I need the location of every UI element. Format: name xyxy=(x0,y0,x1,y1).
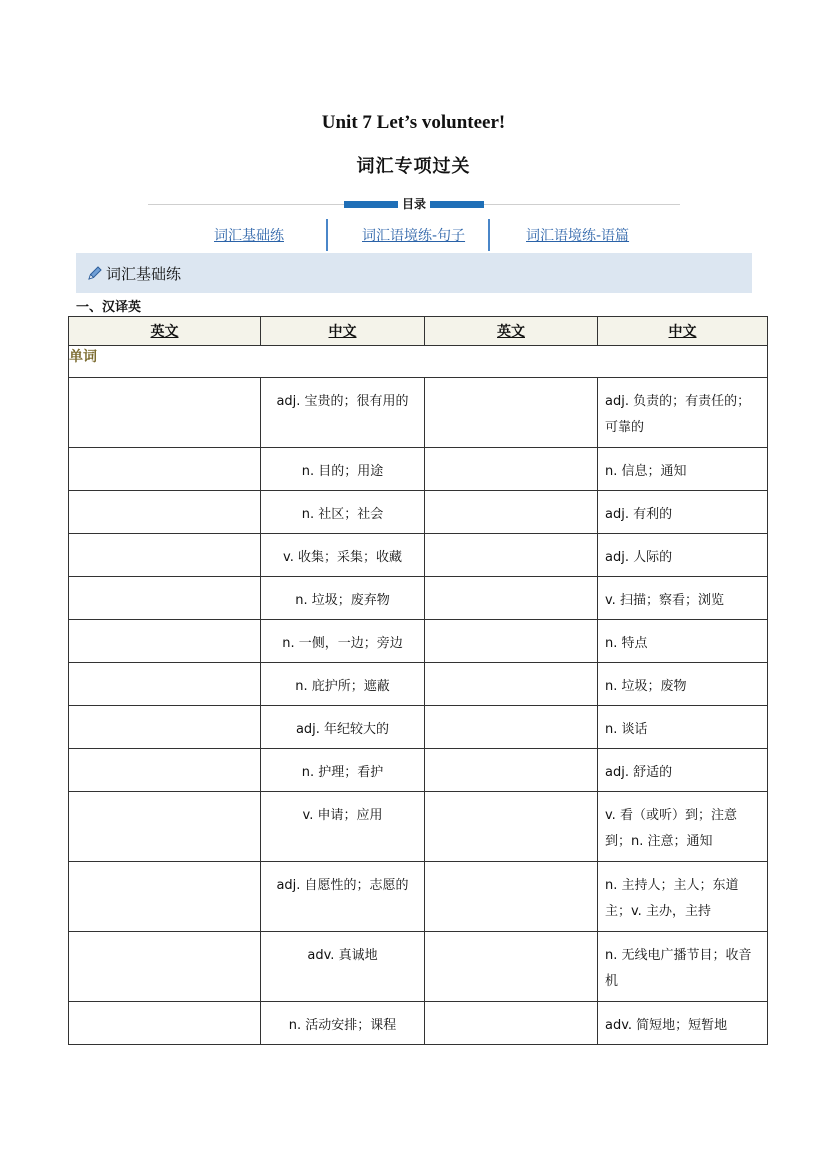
header-english: 英文 xyxy=(425,317,598,346)
pencil-icon xyxy=(86,264,104,282)
chinese-meaning: v. 申请；应用 xyxy=(261,792,425,862)
chinese-meaning: adj. 有利的 xyxy=(598,491,768,534)
chinese-meaning: n. 一侧，一边；旁边 xyxy=(261,620,425,663)
answer-blank[interactable] xyxy=(69,577,261,620)
answer-blank[interactable] xyxy=(69,534,261,577)
table-header-row xyxy=(69,317,768,346)
chinese-meaning: n. 无线电广播节目；收音机 xyxy=(598,932,768,1002)
answer-blank[interactable] xyxy=(69,862,261,932)
table-row xyxy=(69,534,768,577)
chinese-meaning: v. 扫描；察看；浏览 xyxy=(598,577,768,620)
answer-blank[interactable] xyxy=(69,706,261,749)
toc-accent-right xyxy=(428,201,484,208)
answer-blank[interactable] xyxy=(425,448,598,491)
header-chinese: 中文 xyxy=(598,317,768,346)
table-row xyxy=(69,706,768,749)
chinese-meaning: n. 护理；看护 xyxy=(261,749,425,792)
answer-blank[interactable] xyxy=(425,1002,598,1045)
answer-blank[interactable] xyxy=(425,932,598,1002)
chinese-meaning: adv. 简短地；短暂地 xyxy=(598,1002,768,1045)
vocab-table xyxy=(68,316,768,1045)
table-row xyxy=(69,1002,768,1045)
chinese-meaning: v. 收集；采集；收藏 xyxy=(261,534,425,577)
chinese-meaning: adj. 人际的 xyxy=(598,534,768,577)
answer-blank[interactable] xyxy=(425,620,598,663)
table-row xyxy=(69,378,768,448)
toc-label: 目录 xyxy=(398,195,430,212)
answer-blank[interactable] xyxy=(69,749,261,792)
part-heading: 一、汉译英 xyxy=(76,300,142,315)
document-subtitle: 词汇专项过关 xyxy=(356,156,471,177)
answer-blank[interactable] xyxy=(425,706,598,749)
table-row xyxy=(69,862,768,932)
chinese-meaning: n. 主持人；主人；东道主；v. 主办，主持 xyxy=(598,862,768,932)
answer-blank[interactable] xyxy=(425,534,598,577)
chinese-meaning: n. 特点 xyxy=(598,620,768,663)
chinese-meaning: n. 目的；用途 xyxy=(261,448,425,491)
answer-blank[interactable] xyxy=(69,448,261,491)
header-english: 英文 xyxy=(69,317,261,346)
table-row xyxy=(69,932,768,1002)
answer-blank[interactable] xyxy=(425,862,598,932)
chinese-meaning: n. 庇护所；遮蔽 xyxy=(261,663,425,706)
table-row xyxy=(69,792,768,862)
chinese-meaning: n. 信息；通知 xyxy=(598,448,768,491)
chinese-meaning: v. 看（或听）到；注意到；n. 注意；通知 xyxy=(598,792,768,862)
answer-blank[interactable] xyxy=(425,749,598,792)
chinese-meaning: adj. 自愿性的；志愿的 xyxy=(261,862,425,932)
chinese-meaning: n. 谈话 xyxy=(598,706,768,749)
chinese-meaning: adv. 真诚地 xyxy=(261,932,425,1002)
category-row xyxy=(69,346,768,378)
chinese-meaning: n. 垃圾；废物 xyxy=(598,663,768,706)
answer-blank[interactable] xyxy=(69,620,261,663)
toc-link-passage[interactable]: 词汇语境练-语篇 xyxy=(526,228,630,244)
toc-link-sentence[interactable]: 词汇语境练-句子 xyxy=(362,228,466,244)
chinese-meaning: adj. 舒适的 xyxy=(598,749,768,792)
table-row xyxy=(69,577,768,620)
answer-blank[interactable] xyxy=(69,491,261,534)
answer-blank[interactable] xyxy=(425,663,598,706)
toc-accent-left xyxy=(344,201,400,208)
chinese-meaning: n. 活动安排；课程 xyxy=(261,1002,425,1045)
toc-separator xyxy=(488,219,490,251)
answer-blank[interactable] xyxy=(425,577,598,620)
section-header xyxy=(76,253,752,293)
chinese-meaning: n. 垃圾；废弃物 xyxy=(261,577,425,620)
toc-link-basic[interactable]: 词汇基础练 xyxy=(214,228,284,244)
answer-blank[interactable] xyxy=(69,792,261,862)
toc-separator xyxy=(326,219,328,251)
table-row xyxy=(69,620,768,663)
answer-blank[interactable] xyxy=(69,663,261,706)
table-row xyxy=(69,491,768,534)
table-row xyxy=(69,663,768,706)
answer-blank[interactable] xyxy=(425,378,598,448)
table-row xyxy=(69,448,768,491)
answer-blank[interactable] xyxy=(69,1002,261,1045)
chinese-meaning: n. 社区；社会 xyxy=(261,491,425,534)
answer-blank[interactable] xyxy=(69,932,261,1002)
answer-blank[interactable] xyxy=(69,378,261,448)
category-label: 单词 xyxy=(69,346,768,378)
answer-blank[interactable] xyxy=(425,792,598,862)
chinese-meaning: adj. 年纪较大的 xyxy=(261,706,425,749)
table-row xyxy=(69,749,768,792)
section-title: 词汇基础练 xyxy=(106,265,182,283)
chinese-meaning: adj. 负责的；有责任的；可靠的 xyxy=(598,378,768,448)
chinese-meaning: adj. 宝贵的；很有用的 xyxy=(261,378,425,448)
answer-blank[interactable] xyxy=(425,491,598,534)
header-chinese: 中文 xyxy=(261,317,425,346)
toc-links xyxy=(170,219,680,251)
document-title: Unit 7 Let’s volunteer! xyxy=(321,112,506,133)
